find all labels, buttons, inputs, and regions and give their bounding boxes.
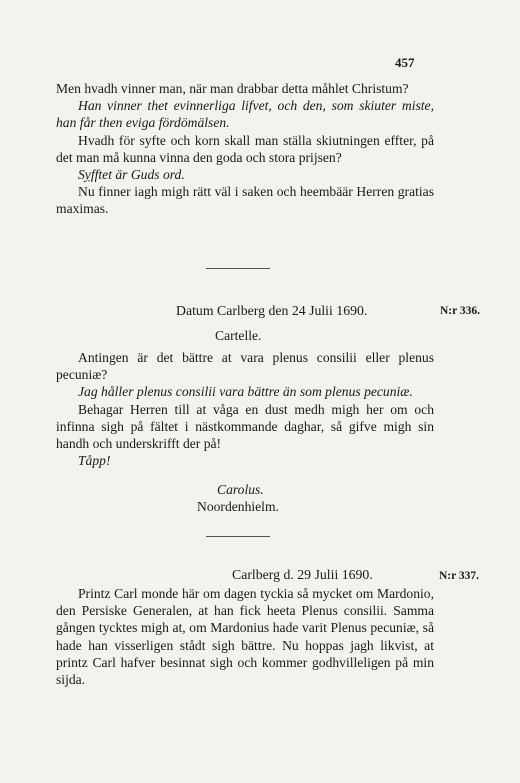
entry-337-body	[56, 585, 434, 688]
body-paragraph: Printz Carl monde här om dagen tyckia så mycket om Mardonio, den Persiske Generalen, at han fick heeta Plenus consilii. Samma gången tycktes migh at, om Mardonius hade varit Plenus pecuniæ, så hade han visserligen stådt sigh bättre. Nu hoppas jagh likvist, at printz Carl hafver besinnat sigh och kommer godhvilleligen på min sijda.	[56, 586, 434, 688]
answer-paragraph: Han vinner thet evinnerliga lifvet, och den, som skiuter miste, han får then eviga fördömälsen.	[56, 98, 434, 131]
signature-carolus: Carolus.	[217, 482, 264, 497]
entry-heading: Datum Carlberg den 24 Julii 1690.	[176, 303, 368, 318]
body-paragraph: Behagar Herren till at våga en dust medh migh her om och infinna sigh på fältet i nästkommande daghar, så gifve migh sin handh och underskrifft der på!	[56, 401, 434, 452]
entry-title: Cartelle.	[215, 328, 262, 343]
reply-text: Tåpp!	[78, 453, 111, 469]
entry-number: N:r 336.	[440, 305, 481, 317]
question-paragraph: Hvadh för syfte och korn skall man ställa skiutningen effter, på det man må kunna vinna den goda och stora prijsen?	[56, 132, 434, 165]
answer-paragraph: Jag håller plenus consilii vara bättre än som plenus pecuniæ.	[78, 384, 413, 400]
answer-paragraph: Sỵfftet är Guds ord.	[78, 167, 185, 183]
closing-paragraph: Nu finner iagh migh rätt väl i saken och heembäär Herren gratias maximas.	[56, 184, 434, 217]
entry-336-body	[56, 349, 434, 469]
signature-noordenhielm: Noordenhielm.	[197, 499, 279, 514]
entry-number: N:r 337.	[439, 570, 480, 582]
section-divider	[206, 536, 270, 537]
section-divider	[206, 268, 270, 269]
question-paragraph: Men hvadh vinner man, när man drabbar detta måhlet Christum?	[56, 81, 409, 96]
entry-heading: Carlberg d. 29 Julii 1690.	[232, 567, 373, 582]
page-number: 457	[395, 55, 415, 70]
section-letter-end	[56, 80, 434, 218]
question-paragraph: Antingen är det bättre at vara plenus consilii eller plenus pecuniæ?	[56, 350, 434, 383]
